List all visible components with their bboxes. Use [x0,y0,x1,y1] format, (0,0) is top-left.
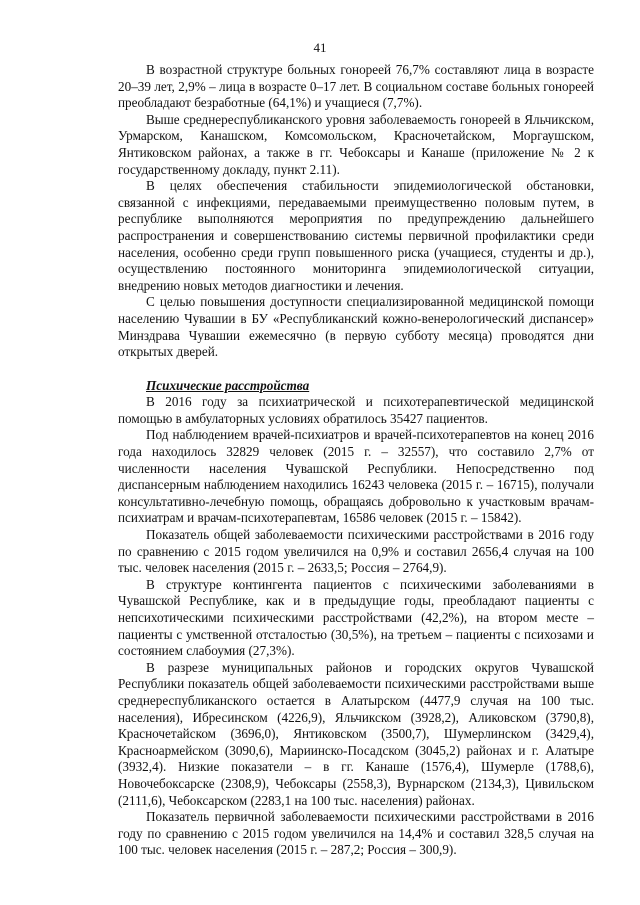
page-content [118,62,594,859]
paragraph-patient-structure: В структуре контингента пациентов с психическими заболеваниями в Чувашской Республике, как и в предыдущие годы, преобладают пациенты с непсихотическими психическими расстройствами (42,2%), на втором месте – пациенты с умственной отсталостью (30,5%), на третьем – пациенты с психозами и состоянием слабоумия (27,3%). [118,576,594,659]
paragraph-outpatient-visits: В 2016 году за психиатрической и психотерапевтической медицинской помощью в амбулаторных условиях обратилось 35427 пациентов. [118,394,594,426]
paragraph-primary-morbidity: Показатель первичной заболеваемости психическими расстройствами в 2016 году по сравнению с 2015 годом увеличился на 14,4% и составил 328,5 случая на 100 тыс. человек населения (2015 г. – 287,2; Россия – 300,9). [118,809,594,858]
paragraph-general-morbidity: Показатель общей заболеваемости психическими расстройствами в 2016 году по сравнению с 2015 годом увеличился на 0,9% и составил 2656,4 случая на 100 тыс. человек населения (2015 г. – 2633,5; Россия – 2764,9). [118,527,594,576]
paragraph-gonorrhea-age-structure: В возрастной структуре больных гонореей 76,7% составляют лица в возрасте 20–39 лет, 2,9% – лица в возрасте 0–17 лет. В социальном составе больных гонореей преобладают безработные (64,1%) и учащиеся (7,7%). [118,62,594,111]
paragraph-under-observation: Под наблюдением врачей-психиатров и врачей-психотерапевтов на конец 2016 года находилось 32829 человек (2015 г. – 32557), что составило 2,7% от численности населения Чувашской Республики. Непосредственно под диспансерным наблюдением находились 16243 человека (2015 г. – 16715), получали консультативно-лечебную помощь, обращаясь добровольно к участковым врачам-психиатрам и врачам-психотерапевтам, 16586 человек (2015 г. – 15842). [118,427,594,526]
section-heading-mental-disorders: Психические расстройства [146,377,310,393]
paragraph-open-days: С целью повышения доступности специализированной медицинской помощи населению Чувашии в БУ «Республиканский кожно-венерологический диспансер» Минздрава Чувашии ежемесячно (в первую субботу месяца) проводятся дни открытых дверей. [118,294,594,360]
paragraph-gonorrhea-districts: Выше среднереспубликанского уровня заболеваемость гонореей в Яльчикском, Урмарском, Канашском, Комсомольском, Красночетайском, Моргаушском, Янтиковском районах, а также в гг. Чебоксары и Канаше (приложение № 2 к государственному докладу, пункт 2.11). [118,111,594,177]
paragraph-municipal-breakdown: В разрезе муниципальных районов и городских округов Чувашской Республики показатель общей заболеваемости психическими расстройствами выше среднереспубликанского остается в Алатырском (4477,9 случая на 100 тыс. населения), Ибресинском (4226,9), Яльчикском (3928,2), Аликовском (3790,8), Красночетайском (3696,0), Янтиковском (3500,7), Шумерлинском (3429,4), Красноармейском (3090,6), Мариинско-Посадском (3045,2) районах и г. Алатыре (3932,4). Низкие показатели – в гг. Канаше (1576,4), Шумерле (1788,6), Новочебоксарске (2308,9), Чебоксары (2558,3), Вурнарском (2134,3), Цивильском (2111,6), Чебоксарском (2283,1 на 100 тыс. населения) районах. [118,659,594,808]
paragraph-epidemiology-measures: В целях обеспечения стабильности эпидемиологической обстановки, связанной с инфекциями, передаваемыми преимущественно половым путем, в республике выполняются мероприятия по предупреждению дальнейшего распространения и совершенствованию системы первичной профилактики среди населения, особенно среди групп повышенного риска (учащиеся, студенты и др.), осуществлению постоянного мониторинга эпидемиологической ситуации, внедрению новых методов диагностики и лечения. [118,178,594,293]
page-number: 41 [313,40,327,55]
